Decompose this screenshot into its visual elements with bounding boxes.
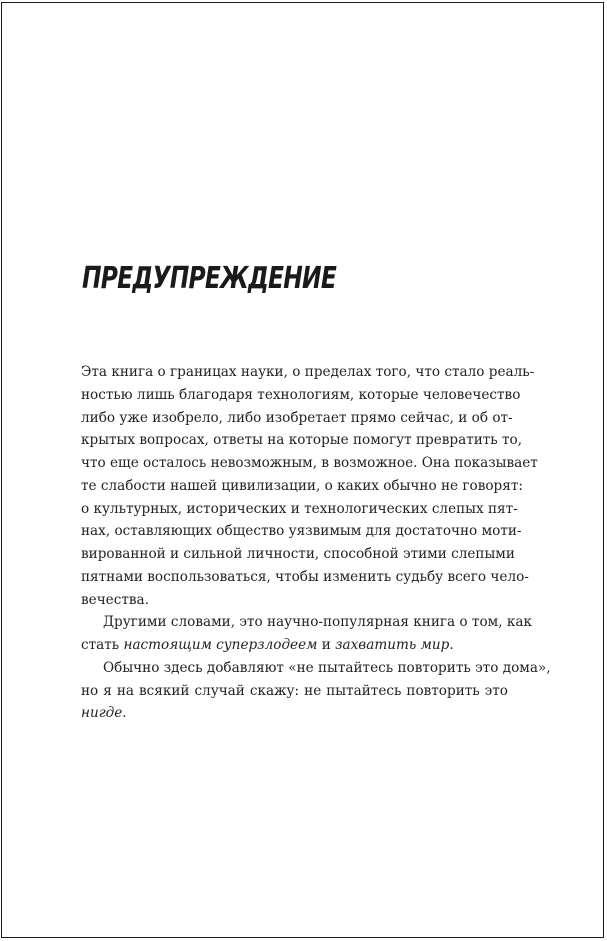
text-line: ностью лишь благодаря технологиям, которые человечество <box>81 386 521 403</box>
text-line: либо уже изобрело, либо изобретает прямо сейчас, и об от- <box>81 409 513 426</box>
text-line: крытых вопросах, ответы на которые помогут превратить то, <box>81 432 523 449</box>
emphasis-text: настоящим суперзлодеем <box>123 637 318 653</box>
text-line: пятнами воспользоваться, чтобы изменить судьбу всего чело- <box>81 568 529 585</box>
text-line: о культурных, исторических и технологических слепых пят- <box>81 500 518 517</box>
body-text <box>81 361 551 725</box>
book-page <box>1 2 604 938</box>
text-run: . <box>449 637 454 653</box>
text-line: что еще осталось невозможным, в возможное. Она показывает <box>81 455 538 471</box>
emphasis-text: нигде <box>81 705 123 722</box>
text-line: вечества. <box>81 591 149 608</box>
text-line: Эта книга о границах науки, о пределах того, что стало реаль- <box>81 364 535 380</box>
text-run: . <box>122 705 127 722</box>
text-line <box>81 702 508 725</box>
text-run: стать <box>81 637 124 653</box>
paragraph-1 <box>81 361 538 611</box>
text-line: но я на всякий случай скажу: не пытайтесь повторить это <box>81 682 508 699</box>
text-line: Обычно здесь добавляют «не пытайтесь повторить это дома», <box>103 659 551 676</box>
text-run: и <box>317 637 336 653</box>
emphasis-text: захватить мир <box>335 637 450 653</box>
text-line <box>81 634 508 657</box>
paragraph-3 <box>81 657 551 725</box>
paragraph-2 <box>81 611 532 657</box>
text-line: вированной и сильной личности, способной этими слепыми <box>81 546 515 562</box>
text-line: те слабости нашей цивилизации, о каких обычно не говорят: <box>81 477 523 494</box>
text-line: нах, оставляющих общество уязвимым для достаточно моти- <box>81 523 522 540</box>
text-line: Другими словами, это научно-популярная книга о том, как <box>103 614 532 631</box>
page-title: ПРЕДУПРЕЖДЕНИЕ <box>82 261 337 296</box>
